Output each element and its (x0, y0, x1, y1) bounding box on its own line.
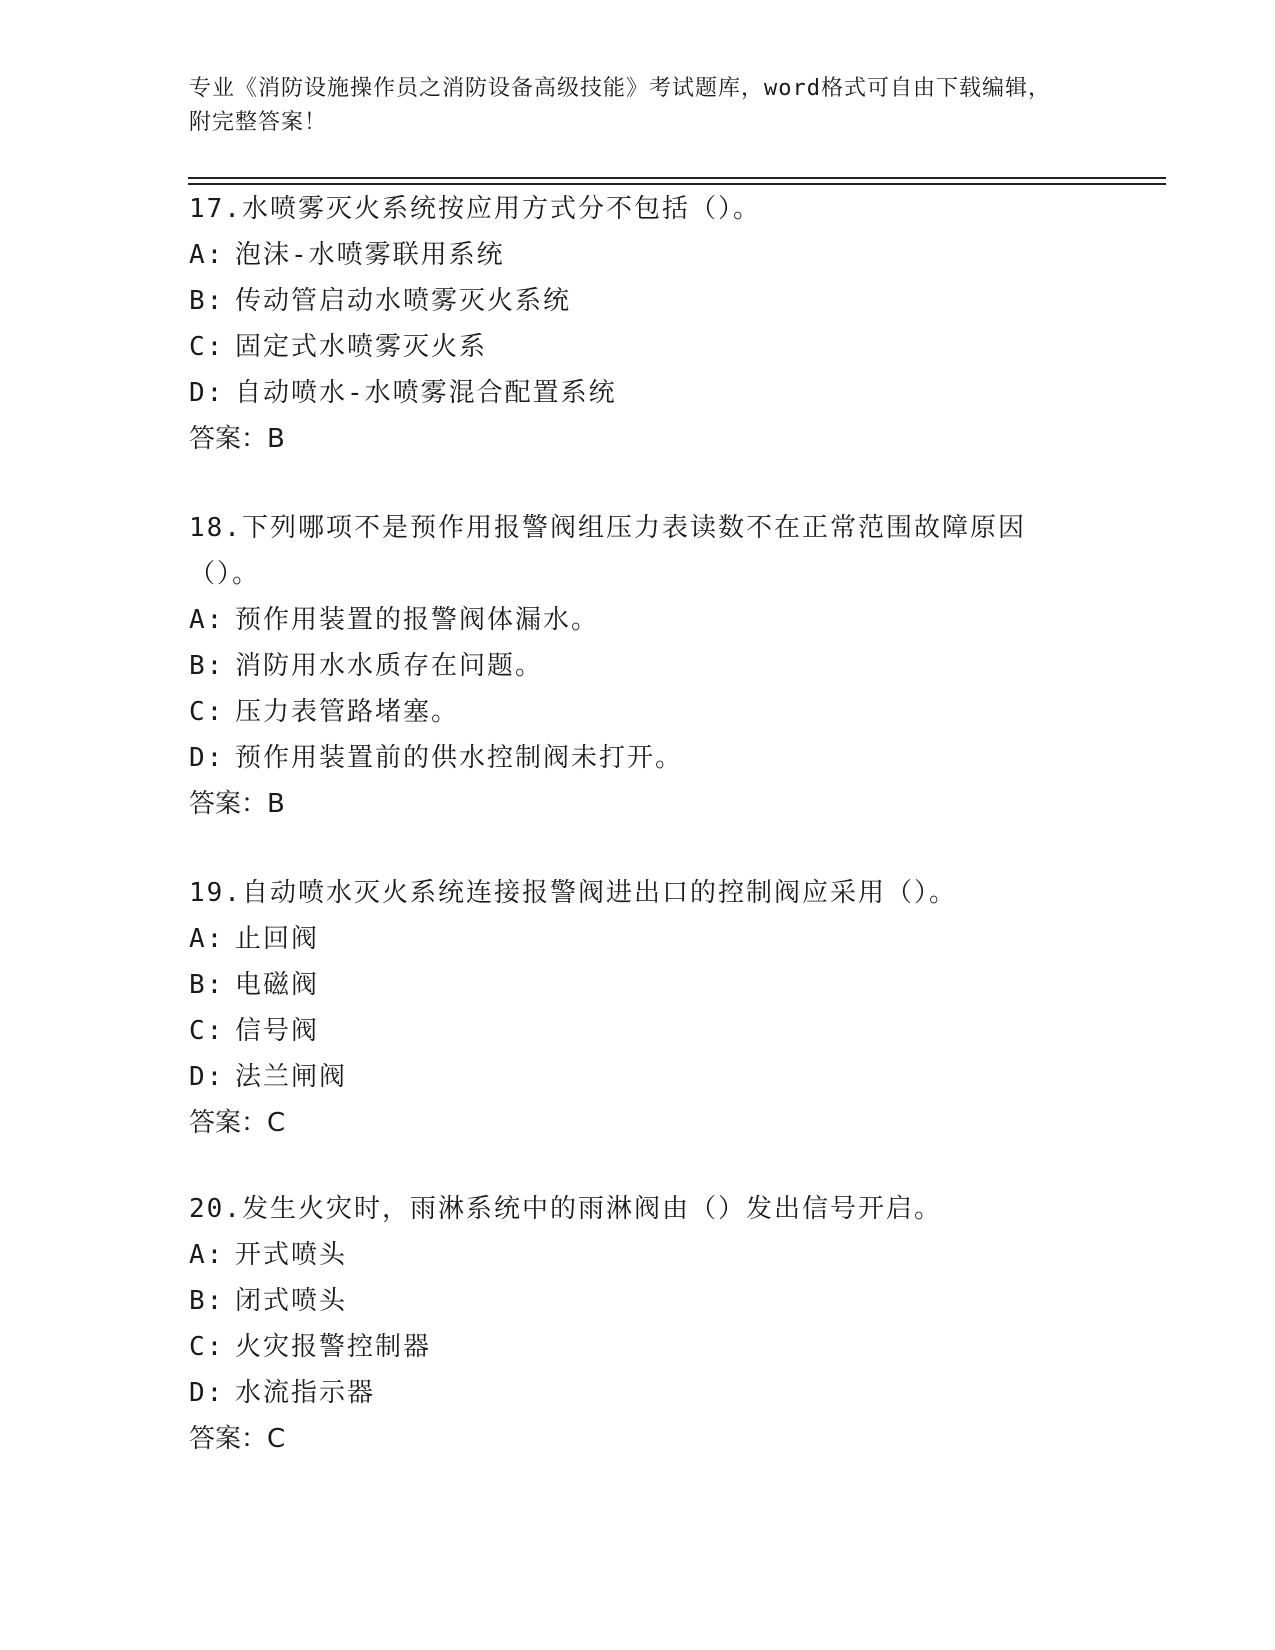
answer-label: 答案：C (189, 1108, 286, 1138)
option-text: 固定式水喷雾灭火系 (235, 332, 488, 362)
option-a (189, 597, 1079, 643)
question-19 (189, 870, 1079, 1146)
option-letter: B: (189, 970, 225, 1000)
option-d (189, 1054, 1079, 1100)
option-text: 自动喷水-水喷雾混合配置系统 (235, 378, 617, 408)
answer-label: 答案：B (189, 789, 285, 819)
question-20 (189, 1186, 1079, 1462)
question-stem: 20.发生火灾时，雨淋系统中的雨淋阀由（）发出信号开启。 (189, 1194, 942, 1224)
answer-label: 答案：B (189, 424, 285, 454)
option-letter: D: (189, 1062, 225, 1092)
question-stem: 18.下列哪项不是预作用报警阀组压力表读数不在正常范围故障原因（）。 (189, 513, 1026, 589)
option-b (189, 962, 1079, 1008)
option-text: 压力表管路堵塞。 (235, 697, 460, 727)
option-text: 消防用水水质存在问题。 (235, 651, 544, 681)
option-a (189, 1232, 1079, 1278)
option-b (189, 643, 1079, 689)
option-letter: D: (189, 1378, 225, 1408)
option-a (189, 232, 1079, 278)
option-text: 法兰闸阀 (235, 1062, 348, 1092)
option-text: 信号阀 (235, 1016, 320, 1046)
option-letter: C: (189, 1016, 225, 1046)
option-c (189, 324, 1079, 370)
question-stem: 19.自动喷水灭火系统连接报警阀进出口的控制阀应采用（）。 (189, 878, 957, 908)
option-text: 火灾报警控制器 (235, 1332, 432, 1362)
header-divider-top (188, 177, 1166, 179)
answer-label: 答案：C (189, 1424, 286, 1454)
option-d (189, 735, 1079, 781)
option-text: 水流指示器 (235, 1378, 376, 1408)
option-letter: B: (189, 286, 225, 316)
option-b (189, 278, 1079, 324)
option-letter: A: (189, 1240, 225, 1270)
option-text: 闭式喷头 (235, 1286, 348, 1316)
option-d (189, 1370, 1079, 1416)
option-letter: D: (189, 378, 225, 408)
option-text: 传动管启动水喷雾灭火系统 (235, 286, 572, 316)
option-letter: D: (189, 743, 225, 773)
option-c (189, 689, 1079, 735)
option-text: 止回阀 (235, 924, 320, 954)
option-c (189, 1008, 1079, 1054)
option-a (189, 916, 1079, 962)
option-letter: C: (189, 332, 225, 362)
option-c (189, 1324, 1079, 1370)
option-text: 泡沫-水喷雾联用系统 (235, 240, 505, 270)
question-18 (189, 505, 1079, 827)
option-letter: A: (189, 605, 225, 635)
option-text: 预作用装置的报警阀体漏水。 (235, 605, 600, 635)
document-intro: 专业《消防设施操作员之消防设备高级技能》考试题库，word格式可自由下载编辑，附完整答案！ (189, 76, 1051, 135)
option-text: 开式喷头 (235, 1240, 348, 1270)
question-17 (189, 186, 1079, 462)
option-d (189, 370, 1079, 416)
option-letter: A: (189, 924, 225, 954)
option-letter: A: (189, 240, 225, 270)
option-letter: C: (189, 1332, 225, 1362)
option-letter: B: (189, 1286, 225, 1316)
option-text: 电磁阀 (235, 970, 320, 1000)
option-text: 预作用装置前的供水控制阀未打开。 (235, 743, 684, 773)
option-b (189, 1278, 1079, 1324)
header-divider-bottom (188, 183, 1166, 185)
option-letter: C: (189, 697, 225, 727)
option-letter: B: (189, 651, 225, 681)
question-stem: 17.水喷雾灭火系统按应用方式分不包括（）。 (189, 194, 761, 224)
